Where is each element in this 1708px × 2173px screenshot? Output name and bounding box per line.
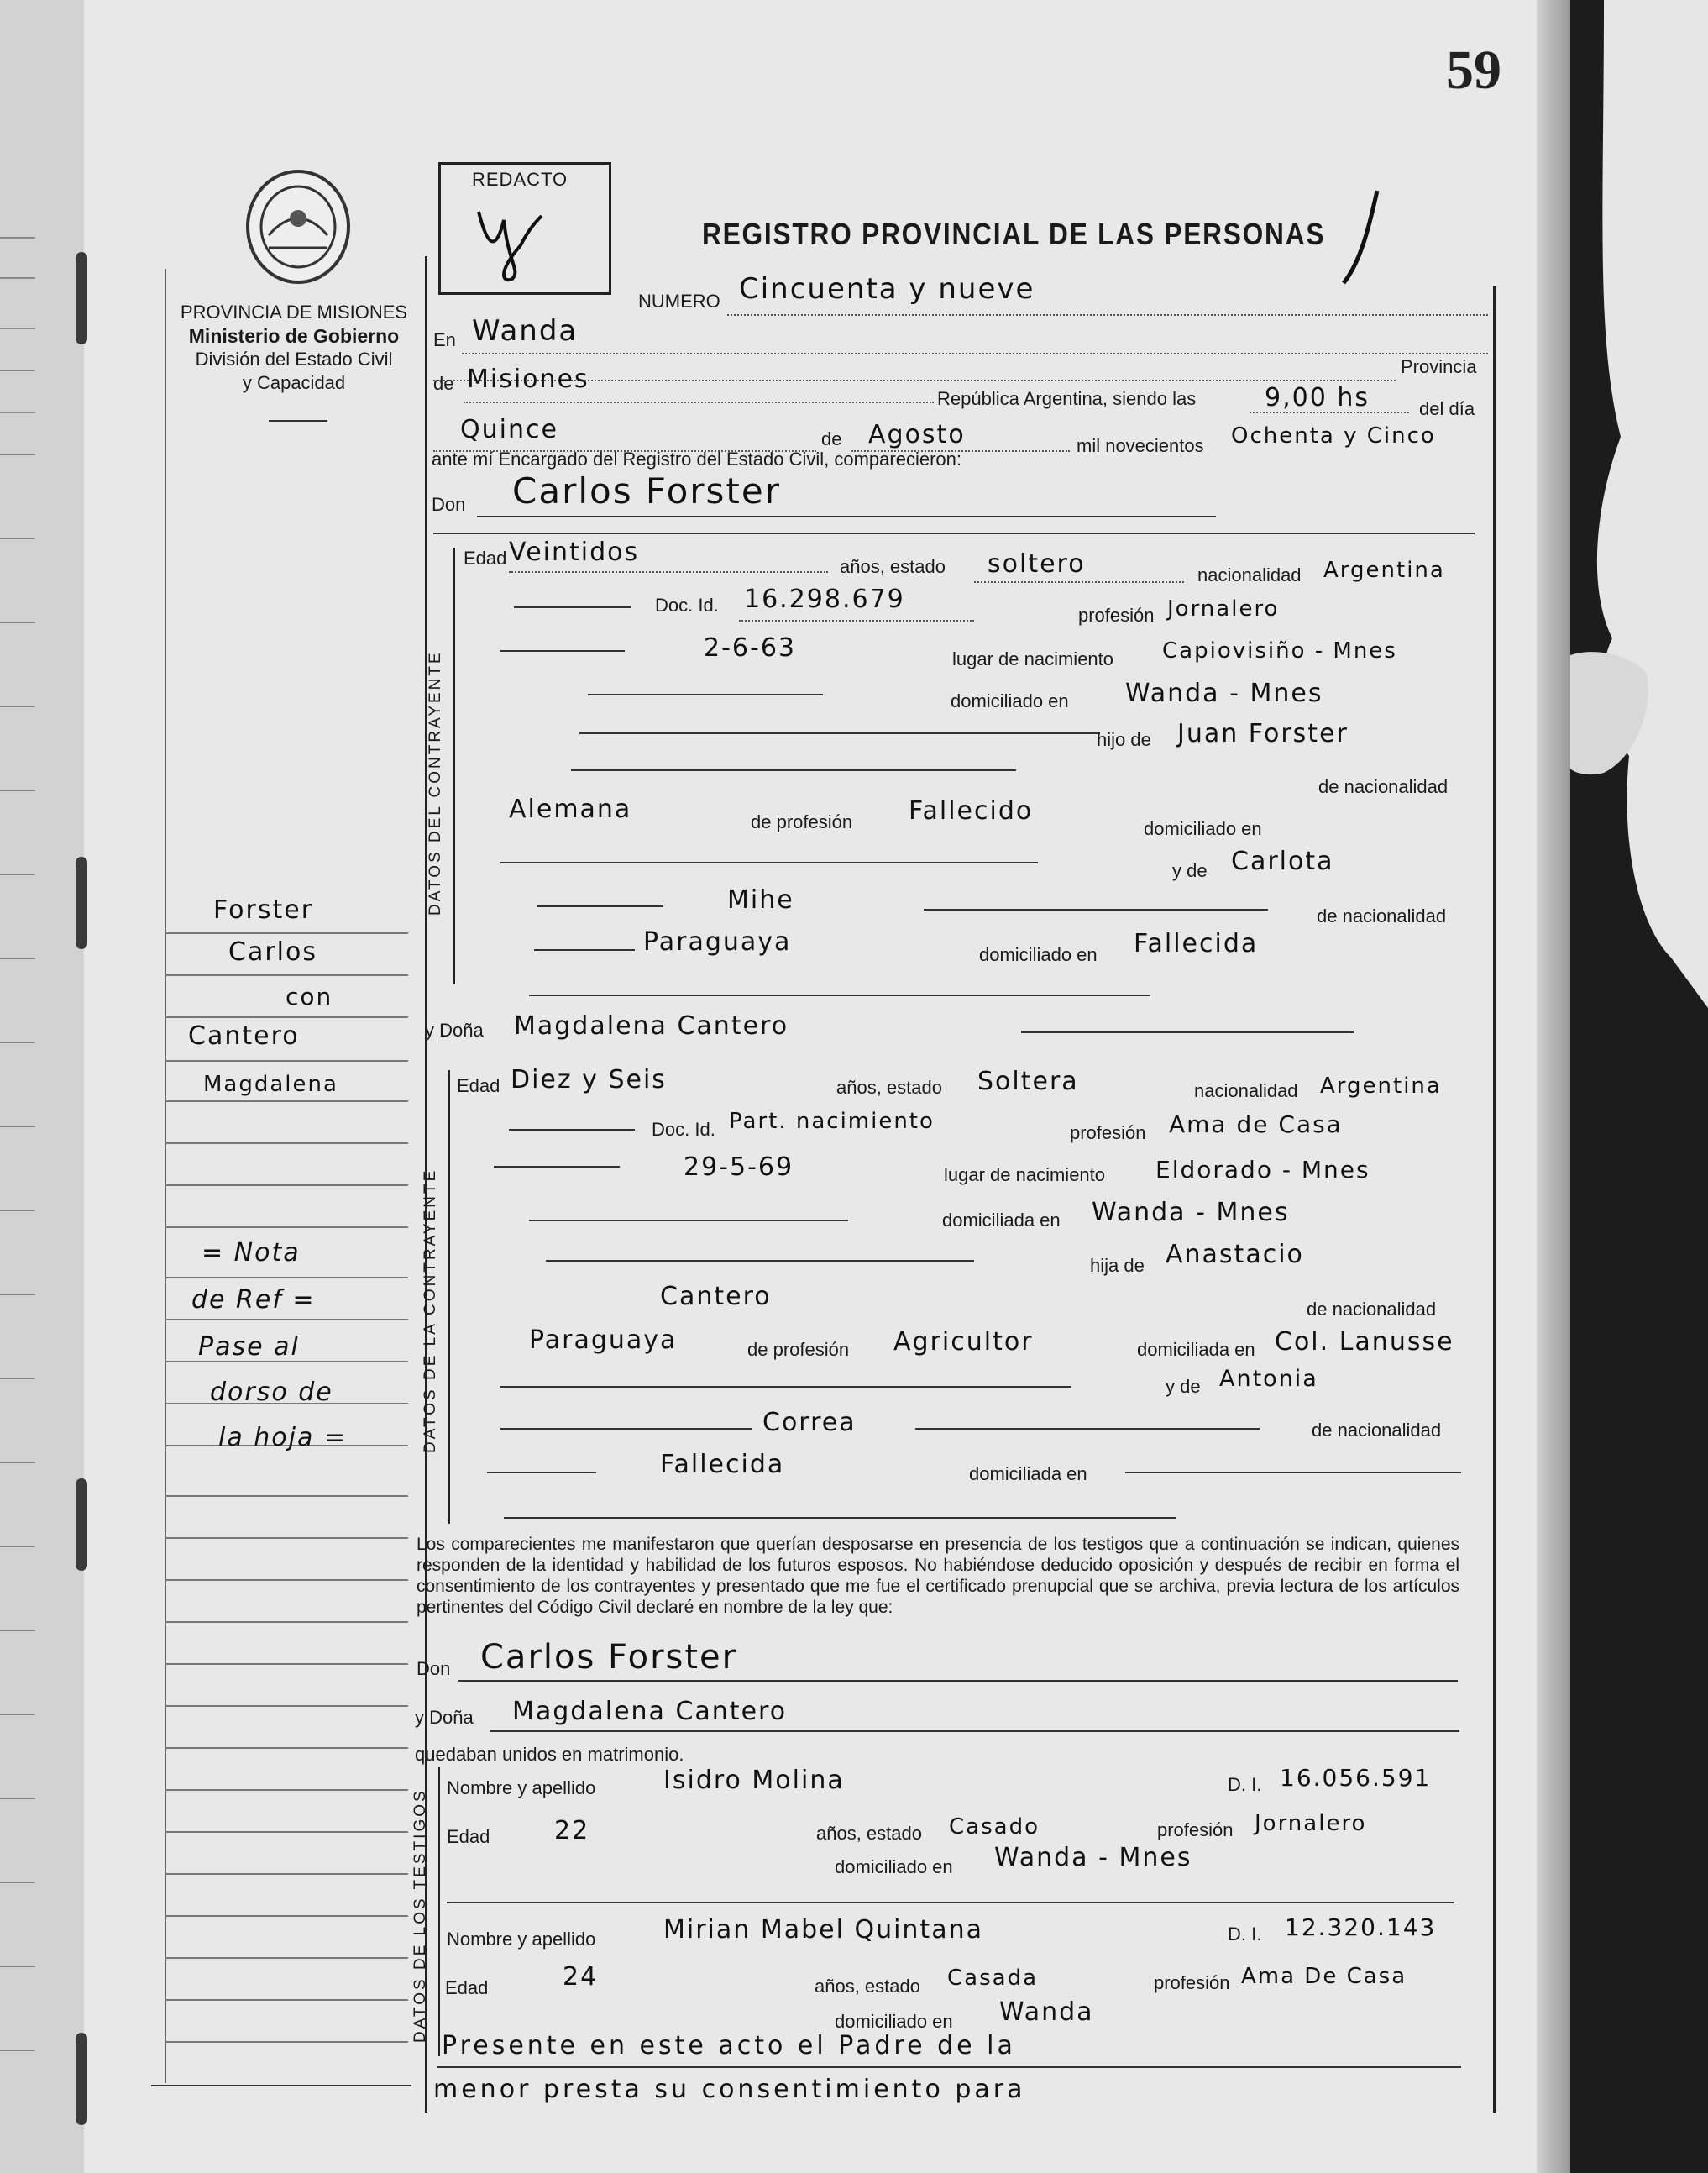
margin-rule xyxy=(165,1319,408,1320)
margin-bottom-rule xyxy=(151,2085,411,2086)
testigo-separator xyxy=(447,1902,1454,1903)
edad-label: Edad xyxy=(464,548,507,569)
testigo-2-estado-label: años, estado xyxy=(815,1976,920,1997)
testigo-2-nombre: Mirian Mabel Quintana xyxy=(663,1915,983,1945)
margin-rule xyxy=(165,1277,408,1278)
profesion-value: Jornalero xyxy=(1167,596,1280,622)
y-de-2-label: y de xyxy=(1166,1376,1201,1397)
del-dia-label: del día xyxy=(1419,398,1475,419)
estado-line xyxy=(974,581,1184,583)
fecha-nac-value: 2-6-63 xyxy=(704,633,796,663)
filler-line xyxy=(487,1472,596,1473)
decl-dona-value: Magdalena Cantero xyxy=(512,1697,788,1726)
edad-2-label: Edad xyxy=(457,1075,500,1096)
numero-line xyxy=(727,314,1488,316)
filler-line xyxy=(500,1428,752,1430)
dia-value: Quince xyxy=(460,415,558,444)
de-mes-label: de xyxy=(821,428,842,449)
decl-don-label: Don xyxy=(417,1658,451,1679)
margin-rule xyxy=(165,1999,408,2001)
don-line xyxy=(477,516,1216,517)
left-rule xyxy=(0,1210,35,1211)
de-profesion-label: de profesión xyxy=(751,811,853,832)
domiciliada-label-3: domiciliada en xyxy=(969,1463,1087,1484)
margin-left-line xyxy=(165,269,166,2083)
nacionalidad-value: Argentina xyxy=(1323,558,1445,583)
testigo-1-profesion: Jornalero xyxy=(1255,1811,1367,1836)
testigo-1-nombre-label: Nombre y apellido xyxy=(447,1777,596,1798)
doc-id-label: Doc. Id. xyxy=(655,595,719,616)
profesion-label: profesión xyxy=(1078,605,1155,626)
filler-line xyxy=(500,1386,1071,1388)
province-name: PROVINCIA DE MISIONES xyxy=(180,302,408,323)
filler-line xyxy=(1021,1031,1354,1033)
margin-rule xyxy=(165,1060,408,1062)
doc-value: 16.298.679 xyxy=(744,585,905,614)
margin-rule xyxy=(165,1537,408,1539)
testigo-1-domicilio-label: domiciliado en xyxy=(835,1856,953,1877)
binding-shadow xyxy=(1537,0,1570,2173)
filler-line xyxy=(537,905,663,907)
de-nacionalidad-label-2: de nacionalidad xyxy=(1317,905,1447,926)
ministry-header xyxy=(160,301,428,395)
nacionalidad-label: nacionalidad xyxy=(1197,564,1302,585)
de-label: de xyxy=(433,373,454,394)
quedaban-text: quedaban unidos en matrimonio. xyxy=(415,1744,684,1765)
decl-don-line xyxy=(458,1680,1458,1682)
left-rule xyxy=(0,1966,35,1967)
datos-contrayente-2-label: DATOS DE LA CONTRAYENTE xyxy=(422,1168,439,1453)
contrayente-2-bracket xyxy=(448,1070,450,1524)
de-nacionalidad-2-label: de nacionalidad xyxy=(1307,1299,1437,1320)
left-rule xyxy=(0,958,35,959)
filler-line xyxy=(571,769,1016,771)
page-number: 59 xyxy=(1446,39,1501,101)
bottom-note-rule xyxy=(437,2066,1461,2068)
mes-value: Agosto xyxy=(868,420,966,449)
margin-rule xyxy=(165,2041,408,2043)
margin-rule xyxy=(165,1705,408,1707)
left-rule xyxy=(0,370,35,371)
fecha-nac-2-value: 29-5-69 xyxy=(684,1152,794,1182)
left-rule xyxy=(0,328,35,329)
left-rule xyxy=(0,1714,35,1715)
margin-rule xyxy=(165,1226,408,1228)
testigo-1-edad-label: Edad xyxy=(447,1826,490,1847)
hijo-de-label: hijo de xyxy=(1097,729,1151,750)
lugar-nac-value: Capiovisiño - Mnes xyxy=(1162,638,1397,664)
en-label: En xyxy=(433,329,456,350)
testigo-2-profesion-label: profesión xyxy=(1154,1972,1230,1993)
testigo-1-domicilio: Wanda - Mnes xyxy=(994,1843,1192,1872)
profesion-2-value: Ama de Casa xyxy=(1169,1110,1343,1138)
lugar-nac-2-value: Eldorado - Mnes xyxy=(1155,1156,1370,1184)
left-rule xyxy=(0,1630,35,1631)
filler-line xyxy=(1125,1472,1461,1473)
bottom-note-line-2: menor presta su consentimiento para xyxy=(433,2075,1026,2104)
margin-rule xyxy=(165,1184,408,1186)
section-rule xyxy=(433,533,1475,534)
testigo-1-di-label: D. I. xyxy=(1228,1774,1262,1795)
margin-rule xyxy=(165,1579,408,1581)
madre-2-value: Antonia xyxy=(1219,1366,1318,1392)
left-rule xyxy=(0,412,35,413)
filler-line xyxy=(534,949,635,951)
hand-image xyxy=(1570,0,1708,2173)
de-nacionalidad-label: de nacionalidad xyxy=(1318,776,1449,797)
de-profesion-2-label: de profesión xyxy=(747,1339,850,1360)
edad-2-value: Diez y Seis xyxy=(511,1065,667,1094)
margin-name-5: Magdalena xyxy=(203,1072,338,1097)
redacto-signature-icon xyxy=(470,195,554,287)
testigo-1-edad: 22 xyxy=(554,1816,590,1845)
domiciliada-label-2: domiciliada en xyxy=(1137,1339,1255,1360)
left-rule xyxy=(0,1126,35,1127)
filler-line xyxy=(546,1260,974,1262)
nota-line-2: de Ref = xyxy=(191,1285,316,1315)
left-rule xyxy=(0,622,35,623)
testigo-1-nombre: Isidro Molina xyxy=(663,1766,845,1795)
testigo-1-di: 16.056.591 xyxy=(1280,1764,1432,1792)
testigo-2-edad: 24 xyxy=(563,1962,599,1992)
testigo-2-nombre-label: Nombre y apellido xyxy=(447,1929,596,1950)
nacionalidad-2-value: Argentina xyxy=(1320,1073,1442,1099)
filler-line xyxy=(500,650,625,652)
left-rule xyxy=(0,2050,35,2051)
left-rule xyxy=(0,1798,35,1799)
header-rule xyxy=(269,420,327,422)
division-line-1: División del Estado Civil xyxy=(195,349,393,370)
nota-line-3: Pase al xyxy=(198,1332,300,1362)
y-de-label: y de xyxy=(1172,860,1208,881)
ministry-name: Ministerio de Gobierno xyxy=(188,325,400,347)
margin-name-4: Cantero xyxy=(188,1021,300,1051)
filler-line xyxy=(514,606,631,608)
domiciliado-label-3: domiciliado en xyxy=(979,944,1098,965)
nota-line-4: dorso de xyxy=(210,1378,333,1407)
nota-line-1: = Nota xyxy=(202,1238,301,1268)
doc-line xyxy=(739,620,974,622)
madre-dom-value: Fallecida xyxy=(1134,929,1259,958)
binder-ring xyxy=(76,2033,87,2125)
datos-testigos-label: DATOS DE LOS TESTIGOS xyxy=(411,1788,429,2043)
filler-line xyxy=(924,909,1268,911)
domicilio-value: Wanda - Mnes xyxy=(1125,679,1323,708)
contrayente-bracket xyxy=(453,548,455,984)
anos-estado-2-label: años, estado xyxy=(836,1077,942,1098)
madre-nac-value: Paraguaya xyxy=(643,927,792,957)
left-page-edge xyxy=(0,0,86,2173)
left-rule xyxy=(0,1294,35,1295)
datos-contrayente-label: DATOS DEL CONTRAYENTE xyxy=(427,650,444,916)
mil-novecientos-label: mil novecientos xyxy=(1077,435,1204,456)
hija-de-label: hija de xyxy=(1090,1255,1145,1276)
padre-nac-value: Alemana xyxy=(509,795,632,824)
left-rule xyxy=(0,706,35,707)
left-rule xyxy=(0,1378,35,1379)
left-rule xyxy=(0,237,35,239)
margin-rule xyxy=(165,1831,408,1833)
domiciliada-label: domiciliada en xyxy=(942,1210,1061,1231)
edad-line xyxy=(509,571,828,573)
padre-2-dom-value: Col. Lanusse xyxy=(1275,1327,1454,1357)
padre-2-nac-value: Paraguaya xyxy=(529,1325,678,1355)
margin-name-3: con xyxy=(286,983,333,1010)
decl-don-value: Carlos Forster xyxy=(480,1638,738,1677)
filler-line xyxy=(588,694,823,695)
domicilio-2-value: Wanda - Mnes xyxy=(1092,1198,1290,1227)
margin-rule xyxy=(165,1142,408,1144)
madre-value: Carlota xyxy=(1231,847,1334,876)
doc-2-value: Part. nacimiento xyxy=(729,1109,935,1134)
testigo-1-profesion-label: profesión xyxy=(1157,1819,1234,1840)
left-rule xyxy=(0,1042,35,1043)
filler-line xyxy=(579,732,1100,734)
numero-label: NUMERO xyxy=(638,291,720,312)
margin-rule xyxy=(165,974,408,976)
margin-rule xyxy=(165,1915,408,1917)
nota-line-5: la hoja = xyxy=(218,1423,348,1452)
en-value: Wanda xyxy=(472,314,579,348)
decl-dona-line xyxy=(490,1730,1459,1732)
left-rule xyxy=(0,1462,35,1463)
left-rule xyxy=(0,790,35,791)
madre-apellido-value: Mihe xyxy=(727,885,794,915)
testigo-2-domicilio-label: domiciliado en xyxy=(835,2011,953,2032)
anio-value: Ochenta y Cinco xyxy=(1231,423,1436,449)
lugar-nacimiento-label: lugar de nacimiento xyxy=(952,648,1114,669)
filler-line xyxy=(504,1517,1176,1519)
margin-rule xyxy=(165,1016,408,1018)
padre-2-value: Anastacio xyxy=(1166,1240,1304,1269)
provincia-value: Misiones xyxy=(467,365,589,394)
margin-rule xyxy=(165,1747,408,1749)
title-pen-stroke-icon xyxy=(1335,186,1386,287)
filler-line xyxy=(529,1220,848,1221)
testigo-2-di-label: D. I. xyxy=(1228,1924,1262,1945)
de-nacionalidad-2b-label: de nacionalidad xyxy=(1312,1420,1442,1441)
margin-rule xyxy=(165,932,408,934)
filler-line xyxy=(529,995,1150,996)
anos-estado-label: años, estado xyxy=(840,556,946,577)
numero-value: Cincuenta y nueve xyxy=(739,272,1035,306)
profesion-2-label: profesión xyxy=(1070,1122,1146,1143)
document-title: REGISTRO PROVINCIAL DE LAS PERSONAS xyxy=(702,217,1326,251)
filler-line xyxy=(500,862,1038,863)
decl-dona-label: y Doña xyxy=(415,1707,474,1728)
province-seal-icon xyxy=(244,168,353,286)
testigo-2-edad-label: Edad xyxy=(445,1977,489,1998)
don-label: Don xyxy=(432,494,466,515)
padre-prof-value: Fallecido xyxy=(909,796,1034,826)
binder-ring xyxy=(76,857,87,949)
testigo-1-estado: Casado xyxy=(949,1814,1040,1840)
frame-right-line xyxy=(1493,286,1496,2113)
de-line xyxy=(464,402,934,403)
lugar-nacimiento-2-label: lugar de nacimiento xyxy=(944,1164,1106,1185)
nacionalidad-2-label: nacionalidad xyxy=(1194,1080,1298,1101)
left-rule xyxy=(0,538,35,539)
edad-value: Veintidos xyxy=(509,538,640,567)
margin-name-2: Carlos xyxy=(228,937,317,967)
testigos-bracket xyxy=(438,1767,440,2056)
filler-line xyxy=(509,1129,635,1131)
left-rule xyxy=(0,1546,35,1547)
declaration-paragraph: Los comparecientes me manifestaron que querían desposarse en presencia de los testigos que a continuación se indican, quienes responden de la identidad y habilidad de los futuros esposos. No habiéndose deducido oposición y después de recibir en forma el consentimiento de los contrayentes y presentado que me fue el certificado prenupcial que se archiva, previa lectura de los artículos pertinentes del Código Civil declaré en nombre de la ley que: xyxy=(417,1535,1459,1617)
redacto-label: REDACTO xyxy=(472,169,568,190)
margin-rule xyxy=(165,1789,408,1791)
hora-value: 9,00 hs xyxy=(1265,383,1370,412)
margin-rule xyxy=(165,1873,408,1875)
left-rule xyxy=(0,277,35,279)
testigo-1-estado-label: años, estado xyxy=(816,1823,922,1844)
provincia-label: Provincia xyxy=(1401,356,1477,377)
republica-label: República Argentina, siendo las xyxy=(937,388,1197,409)
margin-rule xyxy=(165,1100,408,1102)
ante-text: ante mí Encargado del Registro del Estado Civil, comparecieron: xyxy=(432,449,961,470)
margin-rule xyxy=(165,1663,408,1665)
testigo-2-di: 12.320.143 xyxy=(1285,1913,1437,1941)
testigo-2-estado: Casada xyxy=(947,1966,1039,1991)
domiciliado-label-2: domiciliado en xyxy=(1144,818,1262,839)
division-line-2: y Capacidad xyxy=(242,372,346,393)
dona-value: Magdalena Cantero xyxy=(514,1011,789,1041)
bottom-note-line-1: Presente en este acto el Padre de la xyxy=(442,2031,1016,2060)
don-value: Carlos Forster xyxy=(512,470,782,512)
filler-line xyxy=(494,1166,620,1168)
estado-value: soltero xyxy=(988,549,1086,579)
madre-2-apellido-value: Correa xyxy=(762,1408,857,1437)
madre-2-estado-value: Fallecida xyxy=(660,1450,785,1479)
margin-rule xyxy=(165,1957,408,1959)
left-rule xyxy=(0,454,35,455)
dona-label: y Doña xyxy=(425,1020,484,1041)
testigo-2-profesion: Ama De Casa xyxy=(1241,1964,1407,1989)
en-line xyxy=(462,353,1488,354)
margin-rule xyxy=(165,1495,408,1497)
binder-ring xyxy=(76,1478,87,1571)
doc-id-2-label: Doc. Id. xyxy=(652,1119,715,1140)
domiciliado-label: domiciliado en xyxy=(951,690,1069,711)
filler-line xyxy=(915,1428,1260,1430)
padre-2-prof-value: Agricultor xyxy=(893,1327,1034,1357)
testigo-2-domicilio: Wanda xyxy=(999,1997,1094,2027)
padre-2-apellido-value: Cantero xyxy=(660,1282,772,1311)
padre-value: Juan Forster xyxy=(1177,719,1349,748)
binder-ring xyxy=(76,252,87,344)
estado-2-value: Soltera xyxy=(977,1067,1079,1096)
margin-name-1: Forster xyxy=(213,895,314,925)
margin-rule xyxy=(165,1621,408,1623)
left-rule xyxy=(0,1882,35,1883)
left-rule xyxy=(0,874,35,875)
